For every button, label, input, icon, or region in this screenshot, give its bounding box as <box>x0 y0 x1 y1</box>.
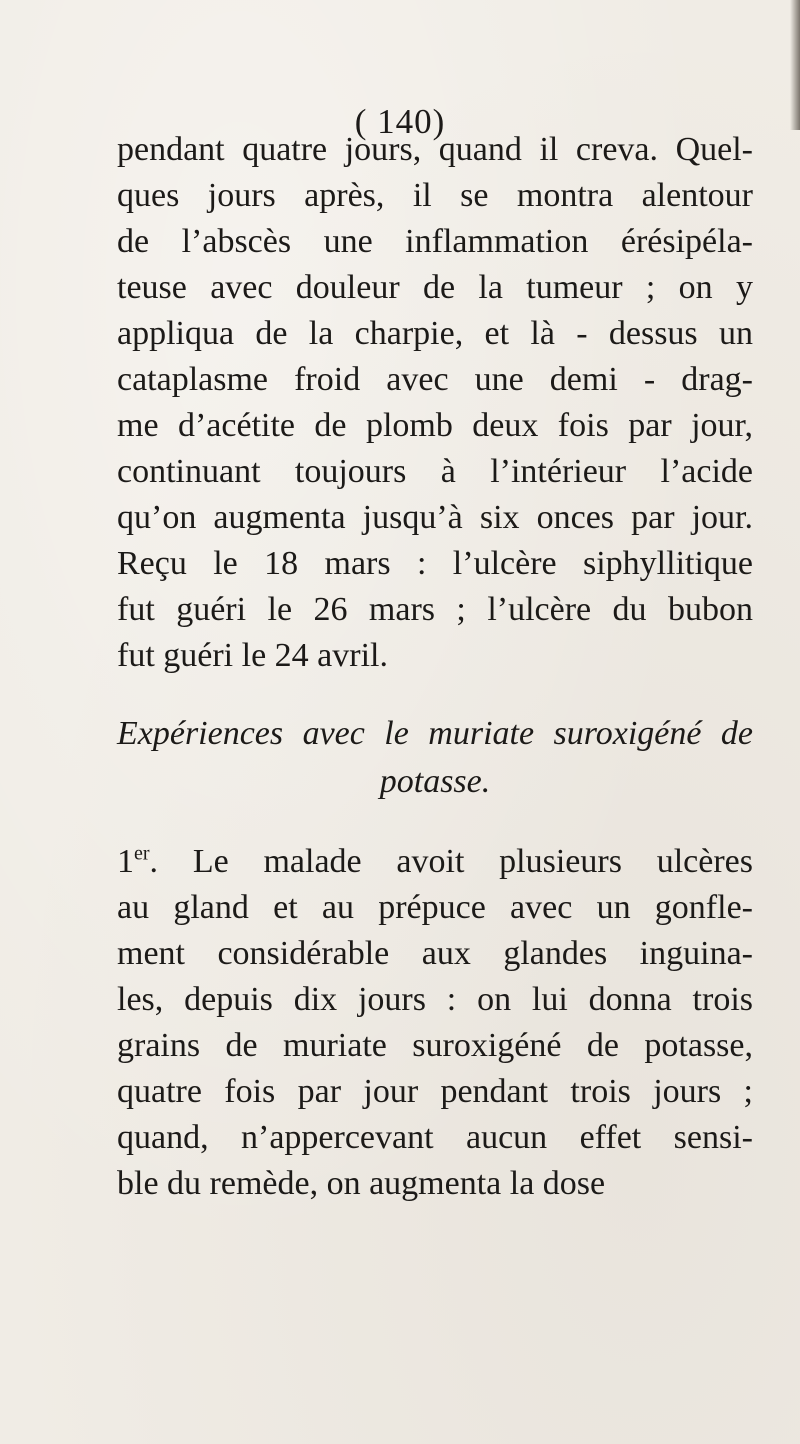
text-line: continuant toujours à l’intérieur l’acide <box>117 453 753 490</box>
text-line: fut guéri le 26 mars ; l’ulcère du bubon <box>117 591 753 628</box>
heading-line: Expériences avec le muriate suroxigéné de <box>117 715 753 752</box>
text-line: me d’acétite de plomb deux fois par jour, <box>117 407 753 444</box>
text-line <box>117 840 753 884</box>
text-line: qu’on augmenta jusqu’à six onces par jour. <box>117 499 753 536</box>
ordinal-number: 1 <box>117 843 134 880</box>
text-line: quand, n’appercevant aucun effet sensi- <box>117 1119 753 1156</box>
text-line: teuse avec douleur de la tumeur ; on y <box>117 269 753 306</box>
text-line: cataplasme froid avec une demi - drag- <box>117 361 753 398</box>
heading-line: potasse. <box>379 763 491 800</box>
text-line-rest: . Le malade avoit plusieurs ulcères <box>149 843 753 880</box>
text-line: ble du remède, on augmenta la dose <box>117 1165 606 1202</box>
text-line: appliqua de la charpie, et là - dessus un <box>117 315 753 352</box>
text-line: Reçu le 18 mars : l’ulcère siphyllitique <box>117 545 753 582</box>
text-line: ques jours après, il se montra alentour <box>117 177 753 214</box>
text-line: au gland et au prépuce avec un gonfle- <box>117 889 753 926</box>
text-line: de l’abscès une inflammation érésipéla- <box>117 223 753 260</box>
text-line: fut guéri le 24 avril. <box>117 637 388 674</box>
text-line: pendant quatre jours, quand il creva. Quel- <box>117 131 753 168</box>
text-line: les, depuis dix jours : on lui donna trois <box>117 981 753 1018</box>
text-line: quatre fois par jour pendant trois jours ; <box>117 1073 753 1110</box>
text-line: ment considérable aux glandes inguina- <box>117 935 753 972</box>
ordinal-suffix: er <box>134 842 150 865</box>
text-line: grains de muriate suroxigéné de potasse, <box>117 1027 753 1064</box>
page-number: ( 140) <box>354 102 446 141</box>
